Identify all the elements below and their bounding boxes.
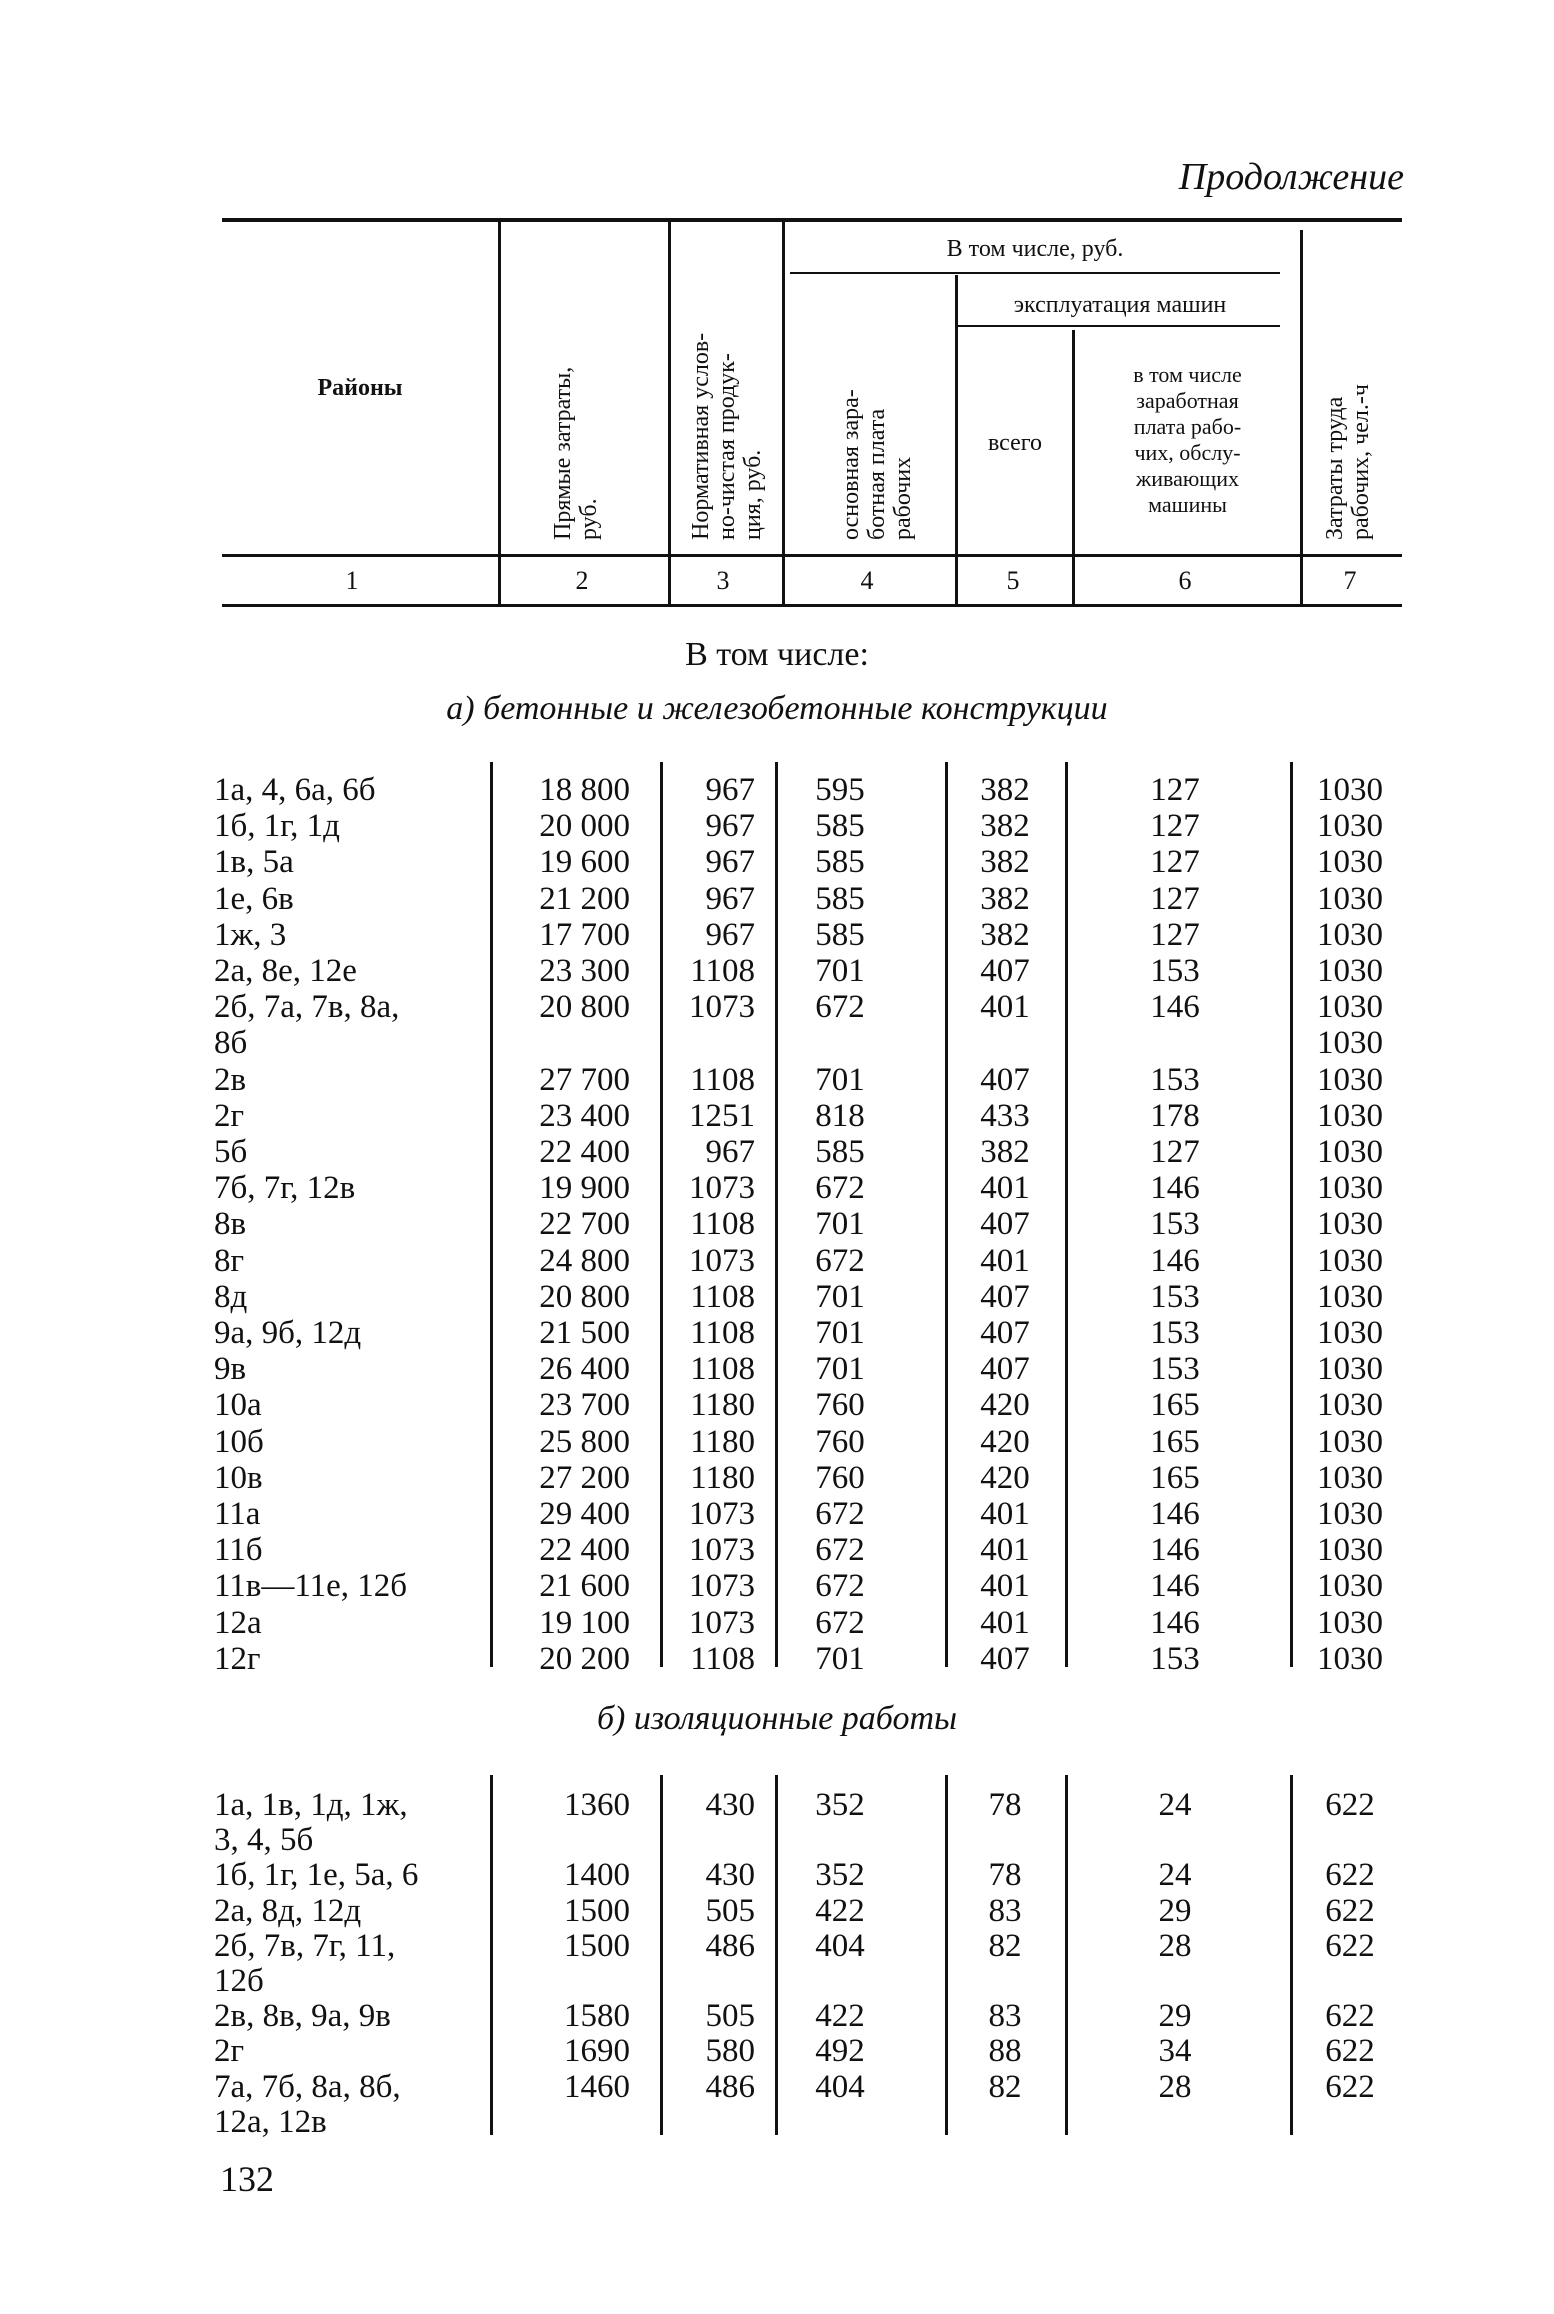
value-cell: 1030 [1317,1423,1383,1460]
value-cell: 1030 [1317,953,1383,989]
value-cell: 585 [815,844,865,881]
value-cell: 407 [980,1315,1030,1351]
value-cell: 672 [815,1568,865,1605]
value-cell: 1108 [690,1640,755,1677]
value-cell: 760 [815,1423,865,1460]
region-cell: 5б [214,1134,248,1170]
value-cell: 153 [1150,953,1200,989]
value-cell: 27 700 [539,1061,630,1098]
value-cell: 165 [1150,1459,1200,1496]
value-cell: 430 [705,1857,755,1894]
value-cell: 1108 [690,1061,755,1098]
value-cell: 1690 [564,2033,630,2070]
header-vline-3 [782,222,785,604]
region-cell: 11б [214,1532,263,1569]
colnum-2: 2 [575,566,589,595]
value-cell: 1500 [564,1892,630,1929]
value-cell: 585 [815,1134,865,1170]
value-cell: 146 [1150,1496,1200,1532]
region-cell: 10б [214,1423,264,1460]
value-cell: 622 [1325,1998,1375,2035]
value-cell: 967 [705,808,755,845]
value-cell: 24 800 [539,1242,630,1279]
value-cell: 967 [705,916,755,953]
value-cell: 146 [1150,1604,1200,1641]
region-cell: 2в [214,1061,247,1098]
colnum-5: 5 [1006,566,1020,595]
value-cell: 1580 [564,1998,630,2035]
value-cell: 1108 [690,1351,755,1388]
region-cell: 1в, 5а [214,844,294,881]
value-cell: 178 [1150,1097,1200,1134]
body-b-vline-5 [1065,1775,1068,2135]
body-b-vline-2 [660,1775,663,2135]
value-cell: 22 400 [539,1134,630,1170]
region-cell: 8б [214,1025,248,1062]
value-cell: 146 [1150,1170,1200,1207]
value-cell: 420 [980,1387,1030,1424]
value-cell: 1030 [1317,1568,1383,1605]
value-cell: 407 [980,1351,1030,1388]
region-cell: 2б, 7а, 7в, 8а, [214,989,400,1026]
header-subgroup: эксплуатация машин [1013,292,1227,318]
value-cell: 1030 [1317,772,1383,808]
value-cell: 153 [1150,1278,1200,1315]
value-cell: 1030 [1317,880,1383,917]
value-cell: 1460 [564,2068,630,2105]
region-cell: 2г [214,1097,245,1134]
value-cell: 672 [815,1242,865,1279]
value-cell: 1030 [1317,1640,1383,1677]
continuation-label: Продолжение [1178,156,1404,198]
value-cell: 404 [815,1927,865,1964]
value-cell: 580 [705,2033,755,2070]
header-vline-5 [1072,330,1075,604]
value-cell: 1030 [1317,989,1383,1026]
value-cell: 595 [815,772,865,808]
region-cell: 2б, 7в, 7г, 11, [214,1927,396,1964]
value-cell: 34 [1158,2033,1192,2070]
value-cell: 146 [1150,1532,1200,1569]
value-cell: 701 [815,1351,865,1388]
value-cell: 622 [1325,1857,1375,1894]
value-cell: 127 [1150,808,1200,845]
value-cell: 25 800 [539,1423,630,1460]
value-cell: 1180 [690,1459,755,1496]
value-cell: 18 800 [539,772,630,808]
value-cell: 1030 [1317,1242,1383,1279]
value-cell: 29 400 [539,1496,630,1532]
region-cell: 1е, 6в [214,880,294,917]
body-a-vline-5 [1065,762,1068,1667]
value-cell: 24 [1158,1787,1192,1823]
value-cell: 1030 [1317,1170,1383,1207]
value-cell: 27 200 [539,1459,630,1496]
value-cell: 1030 [1317,808,1383,845]
value-cell: 165 [1150,1423,1200,1460]
value-cell: 701 [815,953,865,989]
value-cell: 29 [1158,1998,1192,2035]
header-col4: основная зара- ботная плата рабочих [838,389,916,540]
colnum-4: 4 [860,566,874,595]
value-cell: 20 200 [539,1640,630,1677]
value-cell: 19 100 [539,1604,630,1641]
region-cell: 11в—11е, 12б [214,1568,408,1605]
region-cell: 12а, 12в [214,2103,327,2140]
value-cell: 967 [705,1134,755,1170]
value-cell: 1073 [689,1604,755,1641]
value-cell: 88 [988,2033,1022,2070]
value-cell: 146 [1150,1568,1200,1605]
subtitle: В том числе: [685,636,869,673]
value-cell: 1180 [690,1423,755,1460]
value-cell: 505 [705,1998,755,2035]
header-group: В том числе, руб. [946,236,1124,262]
value-cell: 83 [988,1998,1022,2035]
value-cell: 585 [815,916,865,953]
value-cell: 1030 [1317,1459,1383,1496]
region-cell: 7а, 7б, 8а, 8б, [214,2068,401,2105]
header-col5: всего [987,430,1043,456]
value-cell: 401 [980,1568,1030,1605]
body-a-vline-3 [775,762,778,1667]
value-cell: 818 [815,1097,865,1134]
header-group-rule [790,272,1280,274]
value-cell: 760 [815,1387,865,1424]
value-cell: 1030 [1317,1387,1383,1424]
header-col3: Нормативная услов- но-чистая продук- ция, руб. [688,332,766,540]
value-cell: 622 [1325,1927,1375,1964]
value-cell: 382 [980,844,1030,881]
value-cell: 1400 [564,1857,630,1894]
section-a-title: а) бетонные и железобетонные конструкции [446,690,1108,727]
value-cell: 1500 [564,1927,630,1964]
value-cell: 672 [815,1170,865,1207]
value-cell: 585 [815,880,865,917]
value-cell: 382 [980,916,1030,953]
header-vline-2 [668,222,671,604]
region-cell: 8в [214,1206,247,1243]
value-cell: 127 [1150,880,1200,917]
value-cell: 1030 [1317,1025,1383,1062]
header-vline-4 [955,275,958,604]
value-cell: 146 [1150,989,1200,1026]
region-cell: 1а, 1в, 1д, 1ж, [214,1787,408,1823]
value-cell: 28 [1158,1927,1192,1964]
value-cell: 23 400 [539,1097,630,1134]
value-cell: 153 [1150,1206,1200,1243]
value-cell: 382 [980,772,1030,808]
value-cell: 701 [815,1061,865,1098]
value-cell: 127 [1150,772,1200,808]
value-cell: 672 [815,1604,865,1641]
header-top-rule [222,218,1402,222]
value-cell: 78 [988,1787,1022,1823]
region-cell: 1а, 4, 6а, 6б [214,772,376,808]
value-cell: 21 200 [539,880,630,917]
region-cell: 12г [214,1640,261,1677]
value-cell: 1108 [690,1206,755,1243]
page-number: 132 [220,2159,274,2199]
value-cell: 23 700 [539,1387,630,1424]
region-cell: 2а, 8д, 12д [214,1892,362,1929]
body-b-vline-1 [490,1775,493,2135]
region-cell: 12б [214,1963,264,1999]
value-cell: 622 [1325,2068,1375,2105]
value-cell: 401 [980,1170,1030,1207]
value-cell: 382 [980,808,1030,845]
region-cell: 8д [214,1278,248,1315]
value-cell: 430 [705,1787,755,1823]
value-cell: 701 [815,1640,865,1677]
value-cell: 165 [1150,1387,1200,1424]
header-subgroup-rule [955,325,1280,327]
value-cell: 1030 [1317,916,1383,953]
value-cell: 153 [1150,1640,1200,1677]
colnum-1: 1 [345,566,359,595]
body-b-vline-4 [945,1775,948,2135]
region-cell: 3, 4, 5б [214,1822,314,1859]
value-cell: 420 [980,1423,1030,1460]
header-vline-6 [1300,230,1303,604]
value-cell: 127 [1150,844,1200,881]
value-cell: 967 [705,880,755,917]
colnum-3: 3 [716,566,730,595]
body-b-vline-3 [775,1775,778,2135]
value-cell: 622 [1325,2033,1375,2070]
value-cell: 1030 [1317,1278,1383,1315]
value-cell: 486 [705,1927,755,1964]
header-col2: Прямые затраты, руб. [550,366,602,540]
value-cell: 1073 [689,989,755,1026]
value-cell: 1108 [690,1278,755,1315]
value-cell: 1108 [690,953,755,989]
value-cell: 622 [1325,1787,1375,1823]
value-cell: 404 [815,2068,865,2105]
colnum-6: 6 [1178,566,1192,595]
value-cell: 1073 [689,1568,755,1605]
value-cell: 127 [1150,916,1200,953]
region-cell: 2г [214,2033,245,2070]
body-b-vline-6 [1290,1775,1293,2135]
value-cell: 146 [1150,1242,1200,1279]
value-cell: 622 [1325,1892,1375,1929]
value-cell: 401 [980,1242,1030,1279]
colnum-bottom-rule [222,604,1402,607]
region-cell: 8г [214,1242,245,1279]
value-cell: 433 [980,1097,1030,1134]
value-cell: 82 [988,1927,1022,1964]
section-b-title: б) изоляционные работы [596,1700,958,1737]
region-cell: 10а [214,1387,262,1424]
value-cell: 23 300 [539,953,630,989]
value-cell: 19 600 [539,844,630,881]
value-cell: 352 [815,1857,865,1894]
value-cell: 153 [1150,1061,1200,1098]
value-cell: 22 400 [539,1532,630,1569]
value-cell: 505 [705,1892,755,1929]
value-cell: 17 700 [539,916,630,953]
header-col1: Районы [317,375,403,401]
value-cell: 401 [980,989,1030,1026]
value-cell: 1030 [1317,1351,1383,1388]
value-cell: 672 [815,1532,865,1569]
value-cell: 401 [980,1604,1030,1641]
value-cell: 21 600 [539,1568,630,1605]
body-a-vline-6 [1290,762,1293,1667]
region-cell: 9а, 9б, 12д [214,1315,362,1351]
value-cell: 19 900 [539,1170,630,1207]
value-cell: 422 [815,1892,865,1929]
value-cell: 407 [980,1640,1030,1677]
value-cell: 1030 [1317,1604,1383,1641]
region-cell: 10в [214,1459,263,1496]
value-cell: 407 [980,1206,1030,1243]
region-cell: 1б, 1г, 1д [214,808,340,845]
region-cell: 7б, 7г, 12в [214,1170,356,1207]
value-cell: 1073 [689,1170,755,1207]
region-cell: 1б, 1г, 1е, 5а, 6 [214,1857,419,1894]
region-cell: 11а [214,1496,261,1532]
value-cell: 672 [815,989,865,1026]
value-cell: 1073 [689,1496,755,1532]
region-cell: 1ж, 3 [214,916,287,953]
value-cell: 701 [815,1206,865,1243]
region-cell: 2в, 8в, 9а, 9в [214,1998,391,2035]
value-cell: 422 [815,1998,865,2035]
value-cell: 1180 [690,1387,755,1424]
value-cell: 1360 [564,1787,630,1823]
body-a-vline-4 [945,762,948,1667]
value-cell: 420 [980,1459,1030,1496]
value-cell: 407 [980,1061,1030,1098]
value-cell: 1030 [1317,1097,1383,1134]
value-cell: 1073 [689,1242,755,1279]
value-cell: 401 [980,1532,1030,1569]
value-cell: 22 700 [539,1206,630,1243]
value-cell: 1030 [1317,1532,1383,1569]
header-col6: в том числе заработная плата рабо- чих, обслу- живающих машины [1133,362,1242,517]
value-cell: 1030 [1317,1206,1383,1243]
value-cell: 486 [705,2068,755,2105]
value-cell: 21 500 [539,1315,630,1351]
value-cell: 672 [815,1496,865,1532]
value-cell: 1108 [690,1315,755,1351]
value-cell: 701 [815,1278,865,1315]
value-cell: 20 800 [539,1278,630,1315]
value-cell: 153 [1150,1351,1200,1388]
region-cell: 9в [214,1351,247,1388]
value-cell: 492 [815,2033,865,2070]
value-cell: 78 [988,1857,1022,1894]
header-col7: Затраты труда рабочих, чел.-ч [1322,384,1374,540]
value-cell: 20 000 [539,808,630,845]
region-cell: 2а, 8е, 12е [214,953,357,989]
value-cell: 24 [1158,1857,1192,1894]
value-cell: 407 [980,953,1030,989]
value-cell: 28 [1158,2068,1192,2105]
value-cell: 382 [980,1134,1030,1170]
colnum-7: 7 [1343,566,1357,595]
value-cell: 1073 [689,1532,755,1569]
value-cell: 26 400 [539,1351,630,1388]
value-cell: 1030 [1317,844,1383,881]
value-cell: 1030 [1317,1061,1383,1098]
value-cell: 967 [705,772,755,808]
value-cell: 82 [988,2068,1022,2105]
header-vline-1 [498,222,501,604]
value-cell: 407 [980,1278,1030,1315]
value-cell: 1030 [1317,1315,1383,1351]
value-cell: 29 [1158,1892,1192,1929]
value-cell: 153 [1150,1315,1200,1351]
value-cell: 967 [705,844,755,881]
value-cell: 1030 [1317,1134,1383,1170]
value-cell: 20 800 [539,989,630,1026]
value-cell: 401 [980,1496,1030,1532]
region-cell: 12а [214,1604,262,1641]
body-a-vline-1 [490,762,493,1667]
value-cell: 701 [815,1315,865,1351]
value-cell: 382 [980,880,1030,917]
body-a-vline-2 [660,762,663,1667]
value-cell: 1251 [689,1097,755,1134]
value-cell: 585 [815,808,865,845]
value-cell: 1030 [1317,1496,1383,1532]
value-cell: 760 [815,1459,865,1496]
value-cell: 352 [815,1787,865,1823]
value-cell: 127 [1150,1134,1200,1170]
value-cell: 83 [988,1892,1022,1929]
header-bottom-rule [222,554,1402,557]
